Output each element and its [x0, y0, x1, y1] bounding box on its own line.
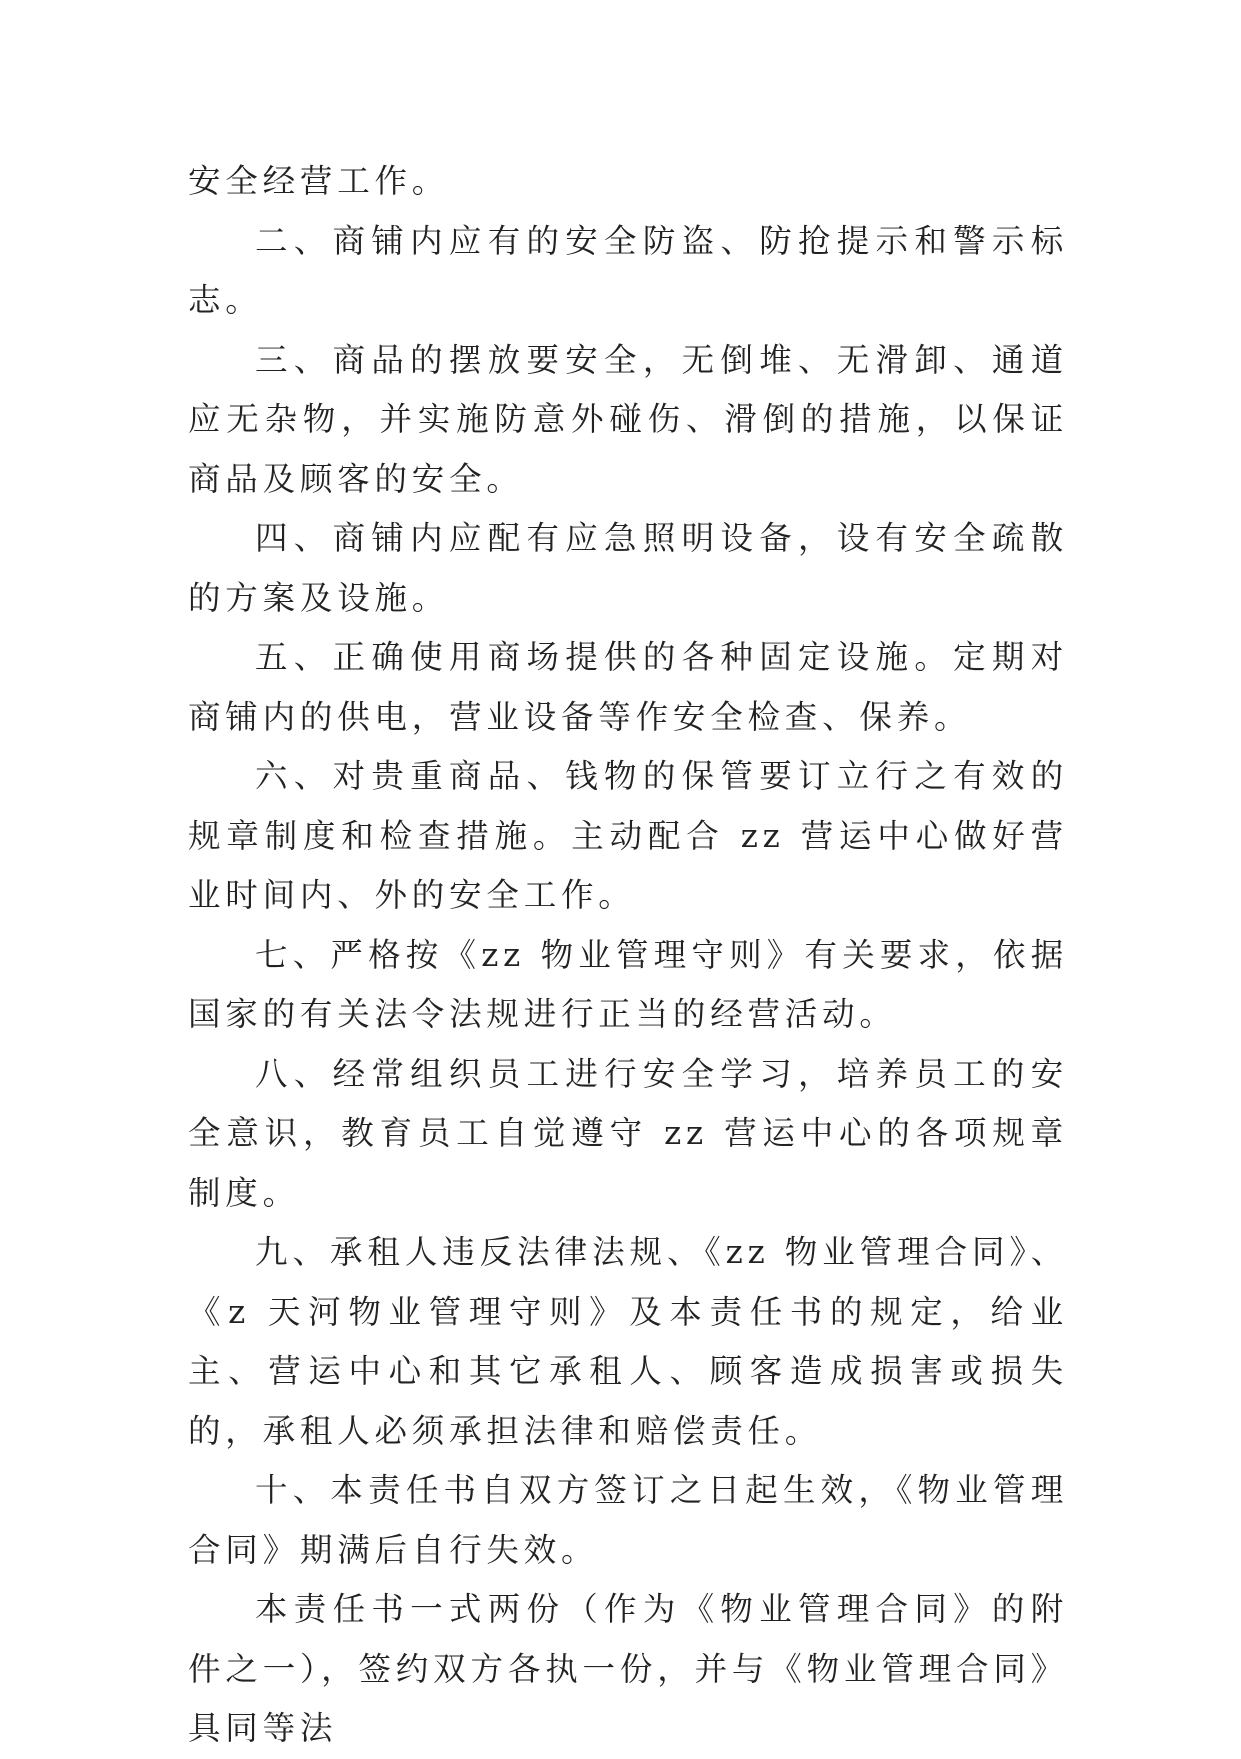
clause-2: 二、商铺内应有的安全防盗、防抢提示和警示标志。 — [188, 221, 1068, 319]
clause-6: 六、对贵重商品、钱物的保管要订立行之有效的规章制度和检查措施。主动配合 zz 营运中心做好营业时间内、外的安全工作。 — [188, 757, 1068, 914]
paragraph-continuation: 安全经营工作。 — [188, 162, 450, 200]
clause-7: 七、严格按《zz 物业管理守则》有关要求，依据国家的有关法令法规进行正当的经营活动。 — [188, 935, 1068, 1033]
document-body — [188, 152, 1068, 1759]
clause-9: 九、承租人违反法律法规、《zz 物业管理合同》、《z 天河物业管理守则》及本责任书的规定，给业主、营运中心和其它承租人、顾客造成损害或损失的，承租人必须承担法律和赔偿责任。 — [188, 1233, 1068, 1450]
clause-8: 八、经常组织员工进行安全学习，培养员工的安全意识，教育员工自觉遵守 zz 营运中心的各项规章制度。 — [188, 1054, 1068, 1212]
clause-10: 十、本责任书自双方签订之日起生效，《物业管理合同》期满后自行失效。 — [188, 1471, 1068, 1569]
clause-4: 四、商铺内应配有应急照明设备，设有安全疏散的方案及设施。 — [188, 519, 1068, 617]
clause-5: 五、正确使用商场提供的各种固定设施。定期对商铺内的供电，营业设备等作安全检查、保养。 — [188, 638, 1068, 736]
closing-paragraph: 本责任书一式两份（作为《物业管理合同》的附件之一），签约双方各执一份，并与《物业管理合同》具同等法 — [188, 1590, 1068, 1747]
clause-3: 三、商品的摆放要安全，无倒堆、无滑卸、通道应无杂物，并实施防意外碰伤、滑倒的措施，以保证商品及顾客的安全。 — [188, 340, 1068, 498]
